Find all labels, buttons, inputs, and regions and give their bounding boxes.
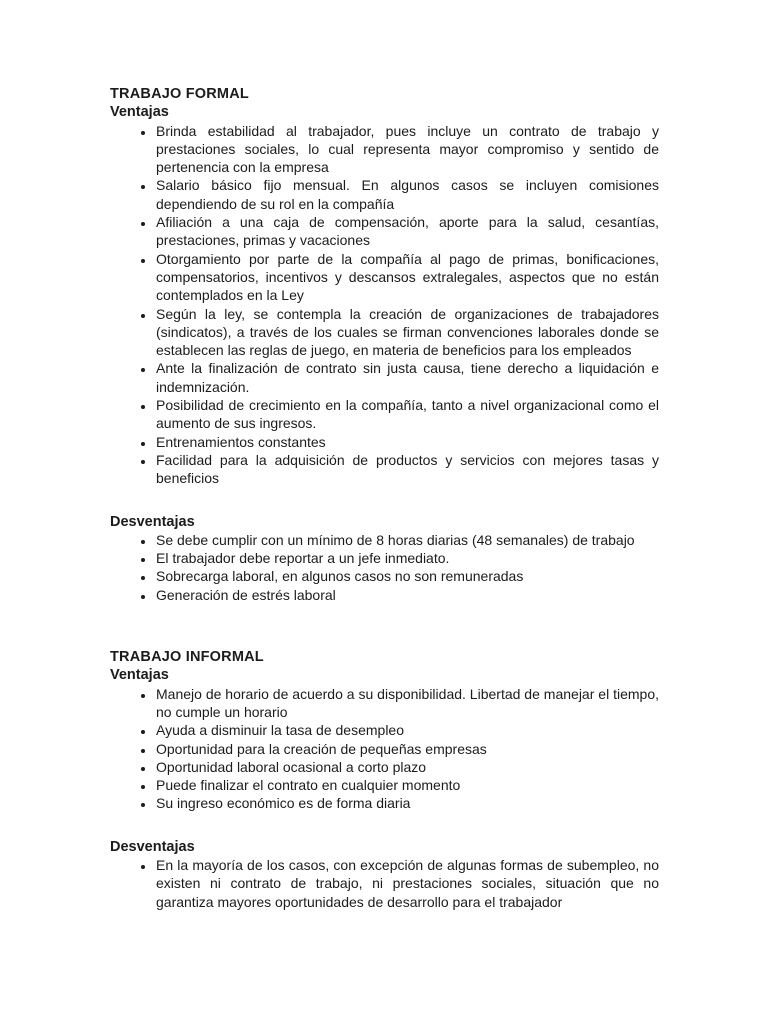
block-heading: Desventajas — [110, 838, 195, 855]
list-item: • Según la ley, se contempla la creación de organizaciones de trabajadores (sindicatos), a través de los cuales se firman convenciones laborales donde se establecen las reglas de juego, en materia de beneficios para los empleados — [155, 305, 659, 360]
list-item: • Oportunidad laboral ocasional a corto plazo — [155, 758, 659, 776]
bullet-list — [110, 122, 659, 488]
list-item: • El trabajador debe reportar a un jefe inmediato. — [155, 549, 659, 567]
document-content — [110, 85, 659, 911]
section-title: TRABAJO FORMAL — [110, 86, 249, 102]
list-item: • Oportunidad para la creación de pequeñas empresas — [155, 740, 659, 758]
list-item: • Su ingreso económico es de forma diaria — [155, 794, 659, 812]
list-item: • Se debe cumplir con un mínimo de 8 horas diarias (48 semanales) de trabajo — [155, 531, 659, 549]
block-ventajas-formal — [110, 103, 659, 487]
list-item: • Ayuda a disminuir la tasa de desempleo — [155, 721, 659, 739]
block-desventajas-informal — [110, 838, 659, 911]
block-heading: Desventajas — [110, 513, 195, 530]
list-item: • Salario básico fijo mensual. En algunos casos se incluyen comisiones dependiendo de su rol en la compañía — [155, 176, 659, 213]
list-item: • Sobrecarga laboral, en algunos casos no son remuneradas — [155, 567, 659, 585]
block-ventajas-informal — [110, 666, 659, 812]
section-trabajo-formal — [110, 85, 659, 604]
block-heading: Ventajas — [110, 104, 169, 121]
list-item: • Facilidad para la adquisición de productos y servicios con mejores tasas y beneficios — [155, 451, 659, 488]
section-title: TRABAJO INFORMAL — [110, 649, 264, 666]
bullet-list — [110, 531, 659, 604]
list-item: • Otorgamiento por parte de la compañía al pago de primas, bonificaciones, compensatorios, incentivos y descansos extralegales, aspectos que no están contemplados en la Ley — [155, 250, 659, 305]
list-item: • Generación de estrés laboral — [155, 586, 659, 604]
list-item: • Entrenamientos constantes — [155, 433, 659, 451]
block-desventajas-formal — [110, 513, 659, 604]
section-trabajo-informal — [110, 648, 659, 911]
list-item: • Afiliación a una caja de compensación, aporte para la salud, cesantías, prestaciones, primas y vacaciones — [155, 213, 659, 250]
list-item: • Manejo de horario de acuerdo a su disponibilidad. Libertad de manejar el tiempo, no cumple un horario — [155, 685, 659, 722]
list-item: • Ante la finalización de contrato sin justa causa, tiene derecho a liquidación e indemnización. — [155, 359, 659, 396]
block-heading: Ventajas — [110, 667, 169, 684]
list-item: • En la mayoría de los casos, con excepción de algunas formas de subempleo, no existen ni contrato de trabajo, ni prestaciones sociales, situación que no garantiza mayores oportunidades de desarrollo para el trabajador — [155, 856, 659, 911]
bullet-list — [110, 685, 659, 813]
list-item: • Brinda estabilidad al trabajador, pues incluye un contrato de trabajo y prestaciones sociales, lo cual representa mayor compromiso y sentido de pertenencia con la empresa — [155, 122, 659, 177]
list-item: • Puede finalizar el contrato en cualquier momento — [155, 776, 659, 794]
list-item: • Posibilidad de crecimiento en la compañía, tanto a nivel organizacional como el aumento de sus ingresos. — [155, 396, 659, 433]
bullet-list — [110, 856, 659, 911]
